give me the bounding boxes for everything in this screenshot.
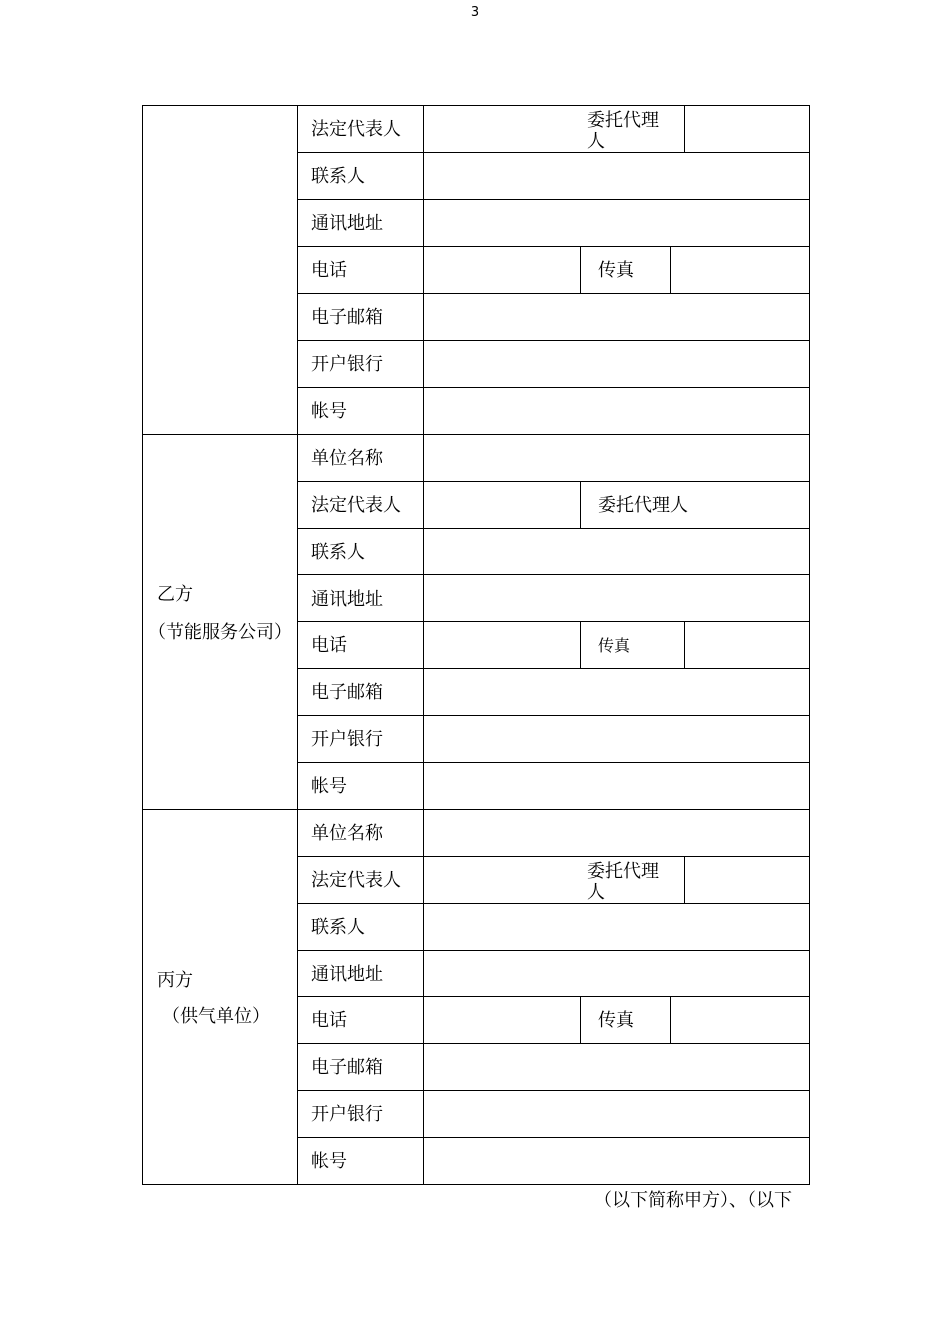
party-a-legal-rep-label: 法定代表人 xyxy=(311,119,401,140)
party-c-unit-name-label: 单位名称 xyxy=(311,823,383,844)
party-a-fax-label: 传真 xyxy=(598,260,634,281)
party-a-phone-label: 电话 xyxy=(311,260,347,281)
party-c-label: 丙方 xyxy=(157,970,193,991)
party-a-email-label: 电子邮箱 xyxy=(311,307,383,328)
party-c-sublabel: （供气单位） xyxy=(162,1006,270,1027)
party-b-email-label: 电子邮箱 xyxy=(311,682,383,703)
party-b-label: 乙方 xyxy=(157,584,193,605)
party-a-contact-label: 联系人 xyxy=(311,166,365,187)
party-a-bank-label: 开户银行 xyxy=(311,354,383,375)
party-b-bank-label: 开户银行 xyxy=(311,729,383,750)
party-c-phone-label: 电话 xyxy=(311,1010,347,1031)
party-b-unit-name-label: 单位名称 xyxy=(311,448,383,469)
footer-continuation-text: （以下简称甲方）、（以下 xyxy=(594,1190,792,1211)
party-b-account-label: 帐号 xyxy=(311,776,347,797)
party-c-agent-label: 委托代理人 xyxy=(587,861,659,903)
party-c-email-label: 电子邮箱 xyxy=(311,1057,383,1078)
party-b-agent-label: 委托代理人 xyxy=(598,495,688,516)
party-c-legal-rep-label: 法定代表人 xyxy=(311,870,401,891)
party-c-bank-label: 开户银行 xyxy=(311,1104,383,1125)
party-a-agent-label: 委托代理人 xyxy=(587,110,659,152)
party-a-address-label: 通讯地址 xyxy=(311,213,383,234)
party-b-contact-label: 联系人 xyxy=(311,542,365,563)
page-number: 3 xyxy=(470,5,480,20)
party-c-address-label: 通讯地址 xyxy=(311,964,383,985)
party-b-sublabel: （节能服务公司） xyxy=(148,622,292,643)
party-b-legal-rep-label: 法定代表人 xyxy=(311,495,401,516)
party-a-account-label: 帐号 xyxy=(311,401,347,422)
party-b-phone-label: 电话 xyxy=(311,635,347,656)
party-c-contact-label: 联系人 xyxy=(311,917,365,938)
party-b-address-label: 通讯地址 xyxy=(311,589,383,610)
party-b-fax-label: 传真 xyxy=(598,636,631,655)
party-c-account-label: 帐号 xyxy=(311,1151,347,1172)
party-c-fax-label: 传真 xyxy=(598,1010,634,1031)
